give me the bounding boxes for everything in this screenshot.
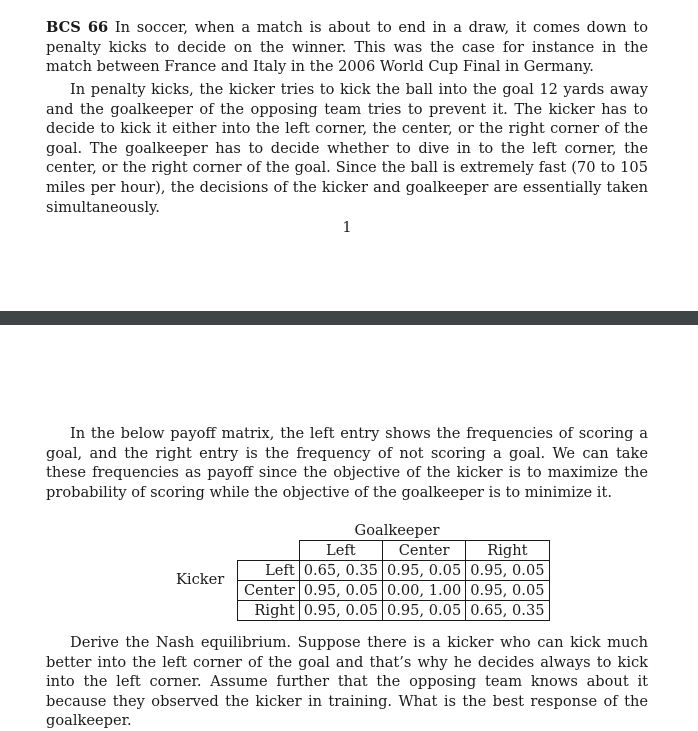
payoff-cell: 0.95, 0.05: [382, 561, 465, 581]
payoff-cell: 0.95, 0.05: [466, 581, 549, 601]
payoff-cell: 0.95, 0.05: [466, 561, 549, 581]
paragraph-question: Derive the Nash equilibrium. Suppose there is a kicker who can kick much better into the left corner of the goal and that’s why he decides always to kick into the left corner. Assume further that the opposing team knows about it because they observed the kicker in training. What is the best response of the goalkeeper.: [46, 634, 648, 730]
column-header: Center: [382, 541, 465, 561]
page-number: 1: [342, 219, 352, 236]
corner-cell: [238, 541, 300, 561]
paragraph-penalty-kicks: In penalty kicks, the kicker tries to kick the ball into the goal 12 yards away and the goalkeeper of the opposing team tries to prevent it. The kicker has to decide to kick it either into the left corner, the center, or the right corner of the goal. The goalkeeper has to decide whether to dive in to the left corner, the center, or the right corner of the goal. Since the ball is extremely fast (70 to 105 miles per hour), the decisions of the kicker and goalkeeper are essentially taken simultaneously.: [46, 81, 648, 216]
payoff-cell: 0.95, 0.05: [382, 601, 465, 621]
table-row: [238, 561, 550, 581]
payoff-cell: 0.95, 0.05: [299, 601, 382, 621]
column-header: Left: [299, 541, 382, 561]
column-header: Right: [466, 541, 549, 561]
table-row: [238, 581, 550, 601]
page-separator: [0, 311, 698, 325]
problem-label: BCS 66: [46, 19, 109, 36]
paragraph-1-text: In soccer, when a match is about to end in a draw, it comes down to penalty kicks to decide on the winner. This was the case for instance in the match between France and Italy in the 2006 World Cup Final in Germany.: [46, 19, 648, 76]
payoff-cell: 0.65, 0.35: [466, 601, 549, 621]
payoff-table: [237, 540, 550, 621]
page-one: [0, 0, 698, 311]
row-header: Left: [238, 561, 300, 581]
column-player-label: Goalkeeper: [354, 522, 440, 539]
row-player-label: Kicker: [176, 571, 225, 588]
paragraph-payoff-intro: In the below payoff matrix, the left entry shows the frequencies of scoring a goal, and the right entry is the frequency of not scoring a goal. We can take these frequencies as payoff since the objective of the kicker is to maximize the probability of scoring while the objective of the goalkeeper is to minimize it.: [46, 425, 648, 501]
payoff-cell: 0.00, 1.00: [382, 581, 465, 601]
header-row: [238, 541, 550, 561]
row-header: Center: [238, 581, 300, 601]
table-row: [238, 601, 550, 621]
paragraph-problem-intro: [46, 18, 648, 77]
payoff-cell: 0.65, 0.35: [299, 561, 382, 581]
payoff-cell: 0.95, 0.05: [299, 581, 382, 601]
row-header: Right: [238, 601, 300, 621]
